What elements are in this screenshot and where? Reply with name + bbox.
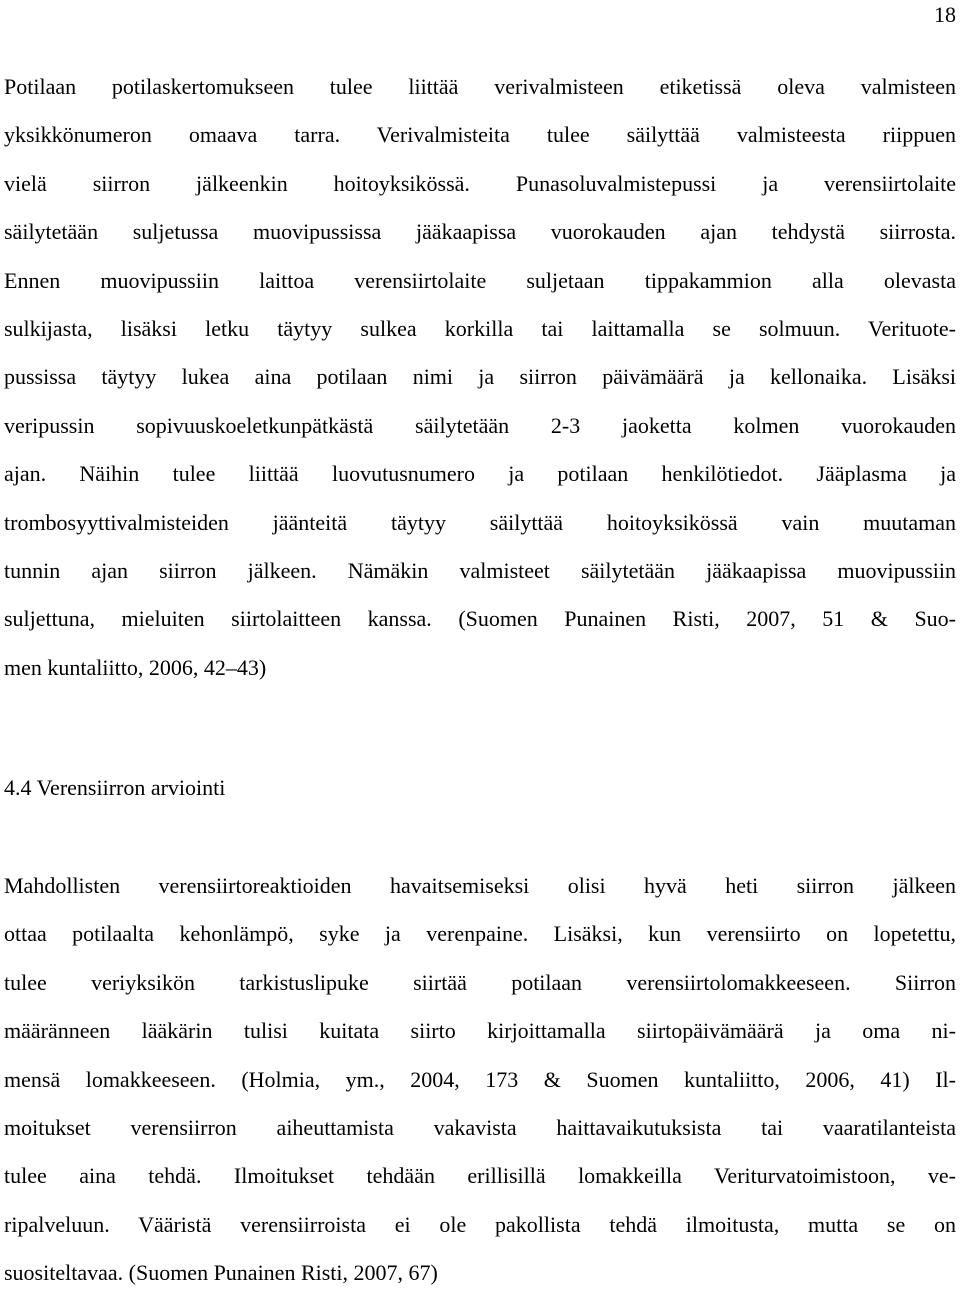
text-line: vielä siirron jälkeenkin hoitoyksikössä. Punasoluvalmistepussi ja verensiirtolaite (4, 170, 956, 196)
text-line: ottaa potilaalta kehonlämpö, syke ja verenpaine. Lisäksi, kun verensiirto on lopetettu, (4, 921, 956, 947)
text-line: mensä lomakkeeseen. (Holmia, ym., 2004, 173 & Suomen kuntaliitto, 2006, 41) Il- (4, 1066, 956, 1092)
text-line: veripussin sopivuuskoeletkunpätkästä säilytetään 2-3 jaoketta kolmen vuorokauden (4, 412, 956, 438)
text-line: Ennen muovipussiin laittoa verensiirtolaite suljetaan tippakammion alla olevasta (4, 267, 956, 293)
paragraph-transfusion-evaluation (4, 862, 956, 1298)
section-heading: 4.4 Verensiirron arviointi (4, 775, 226, 800)
text-line: Mahdollisten verensiirtoreaktioiden havaitsemiseksi olisi hyvä heti siirron jälkeen (4, 873, 956, 898)
text-line: tunnin ajan siirron jälkeen. Nämäkin valmisteet säilytetään jääkaapissa muovipussiin (4, 557, 956, 583)
text-line: pussissa täytyy lukea aina potilaan nimi ja siirron päivämäärä ja kellonaika. Lisäksi (4, 364, 956, 390)
text-line: men kuntaliitto, 2006, 42–43) (4, 654, 267, 680)
text-line: määränneen lääkärin tulisi kuitata siirto kirjoittamalla siirtopäivämäärä ja oma ni- (4, 1018, 956, 1044)
text-line: säilytetään suljetussa muovipussissa jääkaapissa vuorokauden ajan tehdystä siirrosta. (4, 219, 956, 245)
text-line: Potilaan potilaskertomukseen tulee liittää verivalmisteen etiketissä oleva valmisteen (4, 74, 956, 99)
text-line: tulee veriyksikön tarkistuslipuke siirtää potilaan verensiirtolomakkeeseen. Siirron (4, 969, 956, 995)
text-line: suljettuna, mieluiten siirtolaitteen kanssa. (Suomen Punainen Risti, 2007, 51 & Suo- (4, 606, 956, 632)
text-line: sulkijasta, lisäksi letku täytyy sulkea korkilla tai laittamalla se solmuun. Verituote- (4, 315, 956, 341)
text-line: trombosyyttivalmisteiden jäänteitä täytyy säilyttää hoitoyksikössä vain muutaman (4, 509, 956, 535)
text-line: moitukset verensiirron aiheuttamista vakavista haittavaikutuksista tai vaaratilanteista (4, 1114, 956, 1140)
text-line: ripalveluun. Vääristä verensiirroista ei ole pakollista tehdä ilmoitusta, mutta se on (4, 1211, 956, 1237)
text-line: tulee aina tehdä. Ilmoitukset tehdään erillisillä lomakkeilla Veriturvatoimistoon, ve- (4, 1163, 956, 1189)
text-line: yksikkönumeron omaava tarra. Verivalmisteita tulee säilyttää valmisteesta riippuen (4, 122, 956, 148)
text-line: ajan. Näihin tulee liittää luovutusnumero ja potilaan henkilötiedot. Jääplasma ja (4, 461, 956, 487)
page-number: 18 (934, 2, 956, 27)
text-line: suositeltavaa. (Suomen Punainen Risti, 2007, 67) (4, 1260, 438, 1286)
paragraph-blood-product-storage (4, 63, 956, 692)
